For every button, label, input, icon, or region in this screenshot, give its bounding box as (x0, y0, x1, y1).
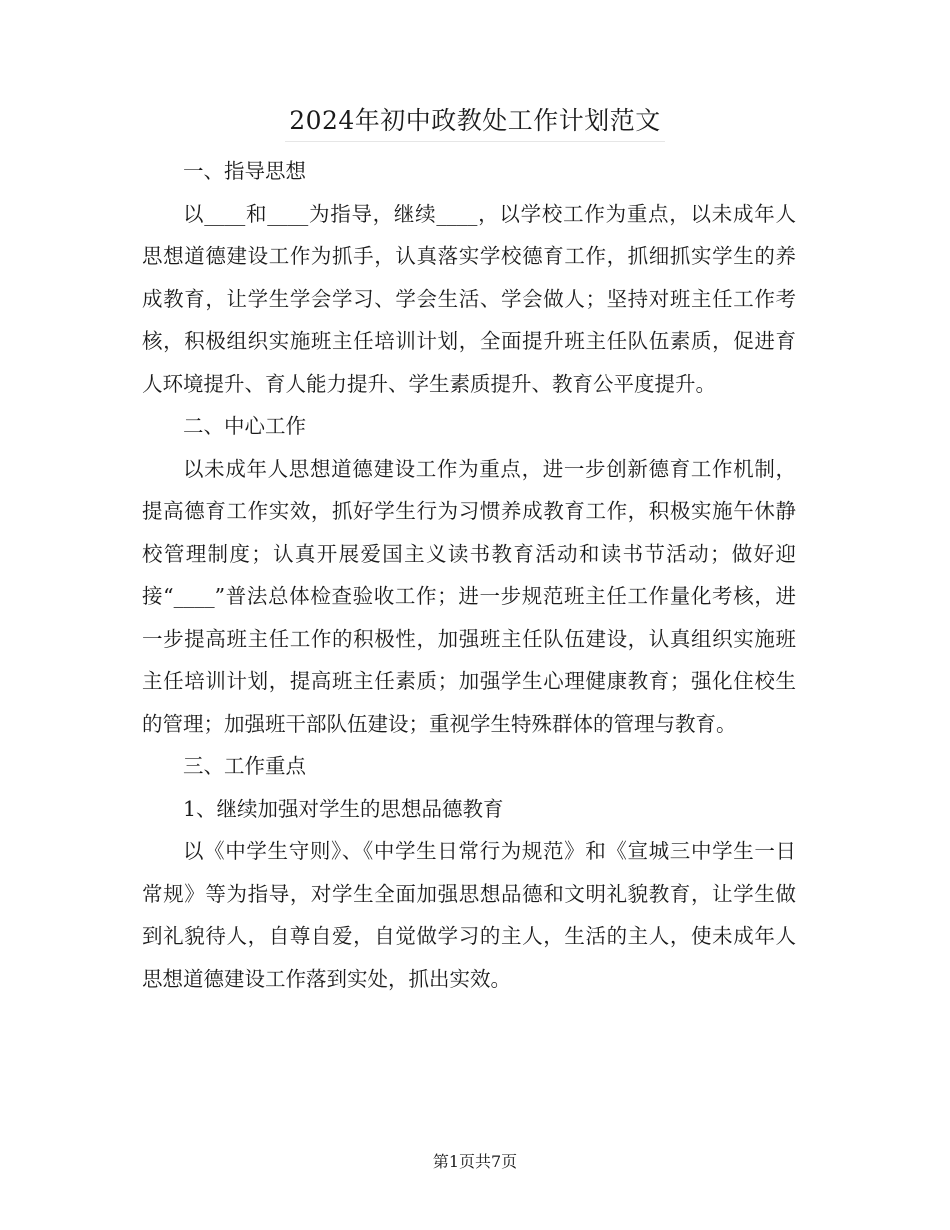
paragraph-guiding-ideology: 以____和____为指导，继续____，以学校工作为重点，以未成年人思想道德建设工作为抓手，认真落实学校德育工作，抓细抓实学生的养成教育，让学生学会学习、学会生活、学会做人；坚持对班主任工作考核，积极组织实施班主任培训计划，全面提升班主任队伍素质，促进育人环境提升、育人能力提升、学生素质提升、教育公平度提升。 (142, 201, 796, 396)
page-indicator: 第1页共7页 (432, 1152, 518, 1171)
section-heading-guiding-ideology: 一、指导思想 (183, 159, 306, 183)
section-heading-key-points: 三、工作重点 (183, 754, 306, 778)
title-container (0, 101, 950, 142)
document-body (142, 150, 796, 1000)
subheading-moral-education: 1、继续加强对学生的思想品德教育 (183, 796, 504, 821)
section-heading-core-work: 二、中心工作 (183, 414, 306, 438)
document-title: 2024年初中政教处工作计划范文 (285, 101, 665, 142)
paragraph-core-work: 以未成年人思想道德建设工作为重点，进一步创新德育工作机制，提高德育工作实效，抓好学生行为习惯养成教育工作，积极实施午休静校管理制度；认真开展爱国主义读书教育活动和读书节活动；做好迎接“____”普法总体检查验收工作；进一步规范班主任工作量化考核，进一步提高班主任工作的积极性，加强班主任队伍建设，认真组织实施班主任培训计划，提高班主任素质；加强学生心理健康教育；强化住校生的管理；加强班干部队伍建设；重视学生特殊群体的管理与教育。 (142, 456, 796, 736)
paragraph-moral-education: 以《中学生守则》、《中学生日常行为规范》和《宣城三中学生一日常规》等为指导，对学生全面加强思想品德和文明礼貌教育，让学生做到礼貌待人，自尊自爱，自觉做学习的主人，生活的主人，使未成年人思想道德建设工作落到实处，抓出实效。 (142, 839, 796, 991)
